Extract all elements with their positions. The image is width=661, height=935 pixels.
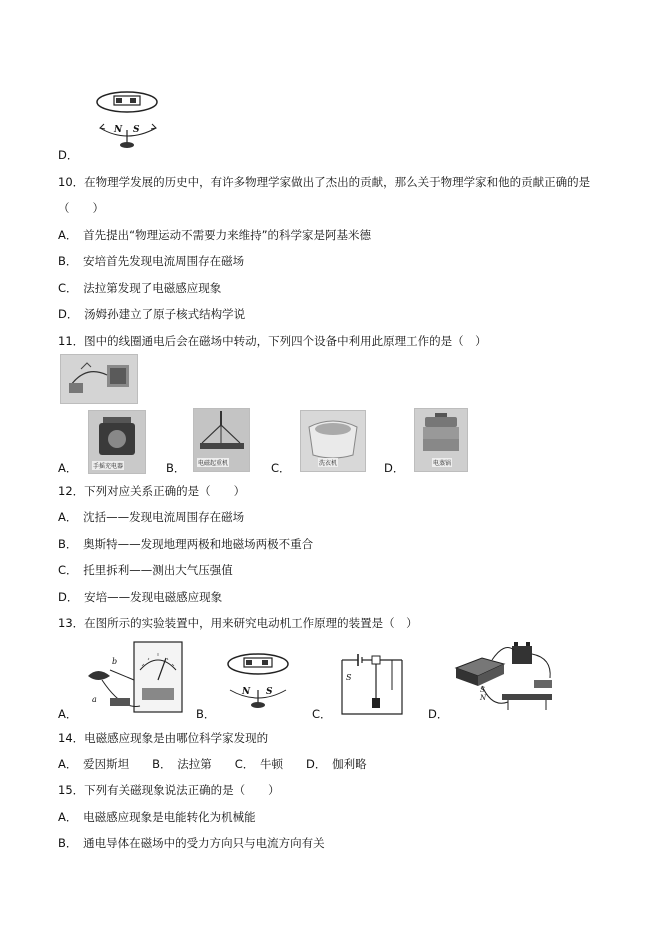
q10-option-c: C． 法拉第发现了电磁感应现象 <box>58 281 222 295</box>
q10-option-a: A． 首先提出“物理运动不需要力来维持”的科学家是阿基米德 <box>58 228 372 242</box>
q11-label-a: A． <box>58 461 78 475</box>
q13-figure-b <box>222 650 294 710</box>
coil-compass-figure <box>92 88 162 150</box>
q12-option-a: A． 沈括——发现电流周围存在磁场 <box>58 510 245 524</box>
q10-option-b: B． 安培首先发现电流周围存在磁场 <box>58 254 245 268</box>
fig-b-letter-n: N <box>242 687 251 697</box>
q12-option-d: D． 安培——发现电磁感应现象 <box>58 590 223 604</box>
q13-label-b: B． <box>196 707 216 721</box>
q14-options: A． 爱因斯坦 B． 法拉第 C． 牛顿 D． 伽利略 <box>58 757 367 771</box>
q14-stem: 14．电磁感应现象是由哪位科学家发现的 <box>58 731 269 745</box>
q13-figure-d <box>452 638 558 718</box>
option-b-caption: 电磁起重机 <box>198 460 229 467</box>
q13-stem: 13．在图所示的实验装置中，用来研究电动机工作原理的装置是（ ） <box>58 616 418 630</box>
option-d-caption: 电蒸锅 <box>433 460 452 467</box>
option-c-caption: 洗衣机 <box>319 460 338 467</box>
q13-label-a: A． <box>58 707 78 721</box>
q10-option-d: D． 汤姆孙建立了原子核式结构学说 <box>58 307 246 321</box>
q13-figure-a <box>82 640 192 718</box>
q10-stem: 10．在物理学发展的历史中，有许多物理学家做出了杰出的贡献，那么关于物理学家和他的贡献正确的是 <box>58 175 591 189</box>
q15-option-a: A． 电磁感应现象是电能转化为机械能 <box>58 810 256 824</box>
q13-label-c: C． <box>312 707 332 721</box>
compass-n-letter: N <box>114 125 123 135</box>
q15-option-b: B． 通电导体在磁场中的受力方向只与电流方向有关 <box>58 836 325 850</box>
prev-option-d: D． <box>58 148 79 162</box>
option-a-caption: 手摇充电器 <box>93 463 124 470</box>
q11-label-b: B． <box>166 461 186 475</box>
fig-c-letter-s: S <box>346 673 352 682</box>
q10-blank: （ ） <box>58 201 104 215</box>
q15-stem: 15．下列有关磁现象说法正确的是（ ） <box>58 783 280 797</box>
q11-stem: 11．图中的线圈通电后会在磁场中转动，下列四个设备中利用此原理工作的是（ ） <box>58 334 487 348</box>
fig-b-letter-s: S <box>266 687 273 697</box>
fig-d-letter-s: S <box>480 686 485 694</box>
q11-label-c: C． <box>271 461 291 475</box>
fig-a-letter-b: b <box>112 657 118 666</box>
q12-stem: 12．下列对应关系正确的是（ ） <box>58 484 246 498</box>
q11-label-d: D． <box>384 461 405 475</box>
fig-d-letter-n: N <box>480 694 487 702</box>
q13-figure-c <box>336 640 406 718</box>
coil-motor-photo <box>60 354 138 404</box>
q13-label-d: D． <box>428 707 449 721</box>
compass-s-letter: S <box>133 125 140 135</box>
q12-option-c: C． 托里拆利——测出大气压强值 <box>58 563 233 577</box>
q12-option-b: B． 奥斯特——发现地理两极和地磁场两极不重合 <box>58 537 314 551</box>
fig-a-letter-a: a <box>92 695 97 704</box>
